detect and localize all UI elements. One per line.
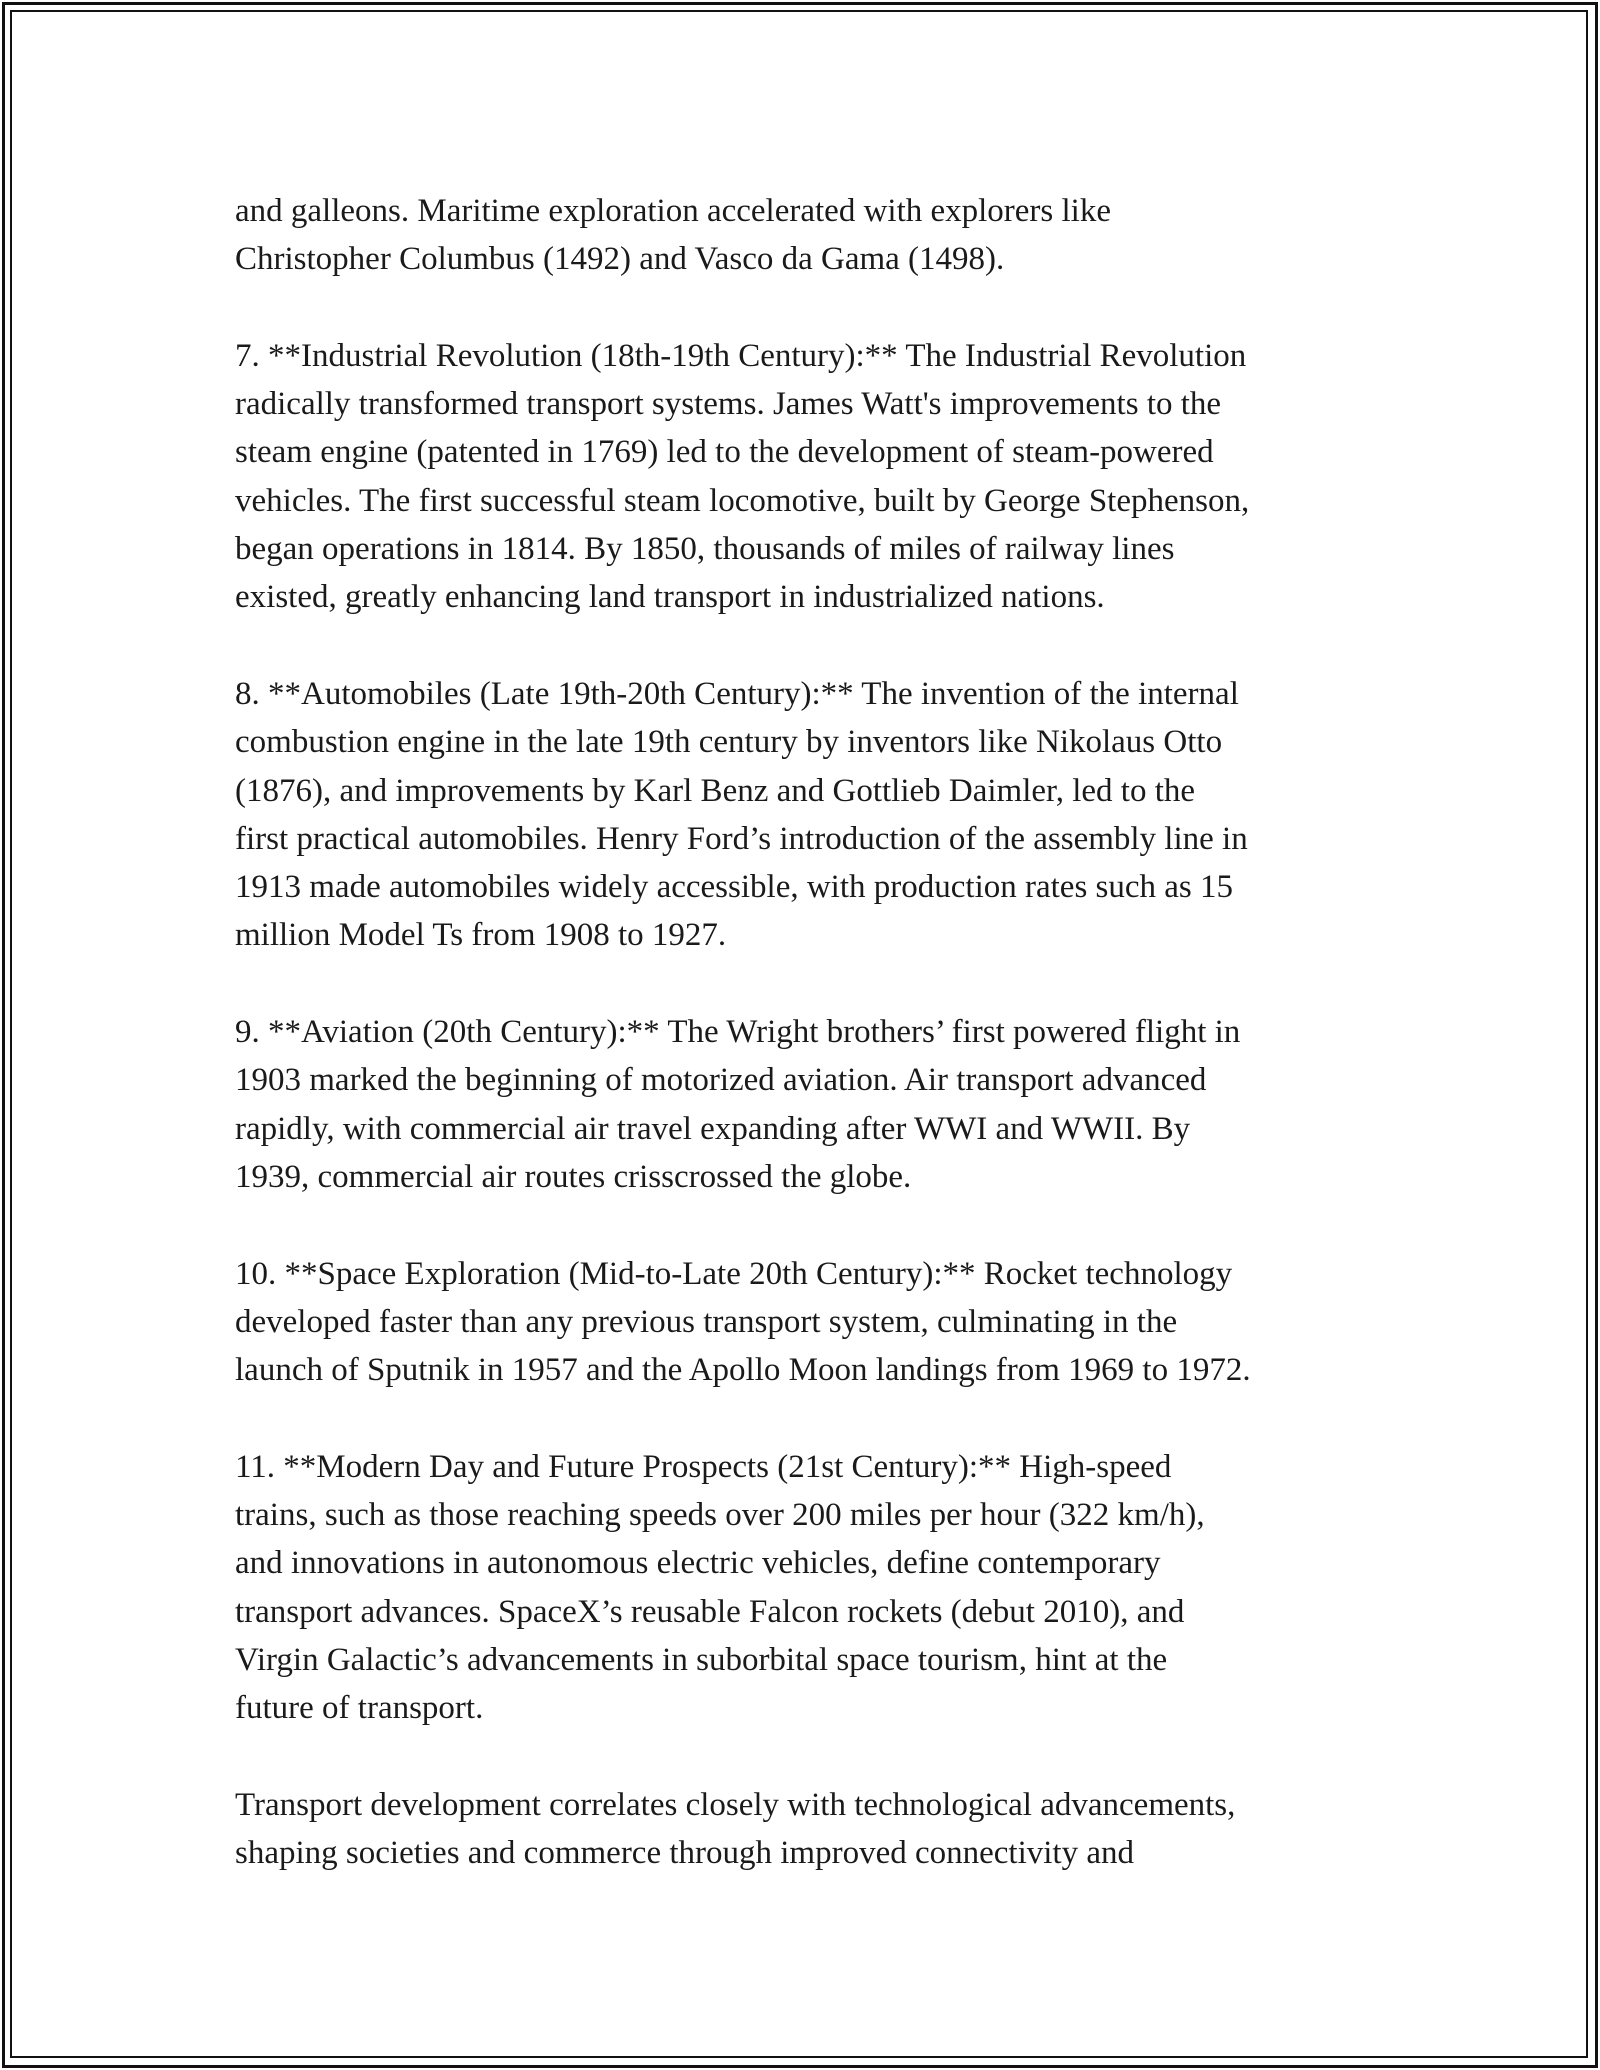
paragraph-continuation-maritime bbox=[235, 187, 1375, 284]
text-line: began operations in 1814. By 1850, thousands of miles of railway lines bbox=[235, 531, 1175, 568]
text-line: 8. **Automobiles (Late 19th-20th Century):** The invention of the internal bbox=[235, 675, 1239, 712]
text-line: steam engine (patented in 1769) led to the development of steam-powered bbox=[235, 434, 1214, 471]
text-line: 10. **Space Exploration (Mid-to-Late 20th Century):** Rocket technology bbox=[235, 1255, 1233, 1292]
text-line: 11. **Modern Day and Future Prospects (21st Century):** High-speed bbox=[235, 1448, 1172, 1485]
text-line: launch of Sputnik in 1957 and the Apollo Moon landings from 1969 to 1972. bbox=[235, 1352, 1251, 1389]
text-line: rapidly, with commercial air travel expanding after WWI and WWII. By bbox=[235, 1110, 1191, 1147]
text-line: Virgin Galactic’s advancements in suborbital space tourism, hint at the bbox=[235, 1641, 1168, 1678]
text-line: 1903 marked the beginning of motorized aviation. Air transport advanced bbox=[235, 1062, 1207, 1099]
paragraph-industrial-revolution bbox=[235, 332, 1375, 622]
text-line: radically transformed transport systems. James Watt's improvements to the bbox=[235, 386, 1222, 423]
paragraph-modern-day bbox=[235, 1443, 1375, 1733]
text-line: vehicles. The first successful steam locomotive, built by George Stephenson, bbox=[235, 482, 1250, 519]
text-line: (1876), and improvements by Karl Benz and Gottlieb Daimler, led to the bbox=[235, 772, 1196, 809]
text-line: million Model Ts from 1908 to 1927. bbox=[235, 917, 727, 954]
text-line: and galleons. Maritime exploration accelerated with explorers like bbox=[235, 193, 1111, 229]
text-line: developed faster than any previous transport system, culminating in the bbox=[235, 1303, 1178, 1340]
paragraph-space-exploration bbox=[235, 1250, 1375, 1395]
document-body bbox=[235, 187, 1375, 1926]
text-line: 1913 made automobiles widely accessible, with production rates such as 15 bbox=[235, 869, 1234, 906]
text-line: 1939, commercial air routes crisscrossed the globe. bbox=[235, 1158, 912, 1195]
text-line: trains, such as those reaching speeds over 200 miles per hour (322 km/h), bbox=[235, 1497, 1205, 1534]
text-line: shaping societies and commerce through improved connectivity and bbox=[235, 1835, 1134, 1872]
text-line: Christopher Columbus (1492) and Vasco da Gama (1498). bbox=[235, 241, 1005, 278]
text-line: existed, greatly enhancing land transport in industrialized nations. bbox=[235, 579, 1105, 616]
paragraph-automobiles bbox=[235, 670, 1375, 960]
text-line: 7. **Industrial Revolution (18th-19th Century):** The Industrial Revolution bbox=[235, 337, 1247, 374]
text-line: transport advances. SpaceX’s reusable Falcon rockets (debut 2010), and bbox=[235, 1593, 1185, 1630]
text-line: combustion engine in the late 19th century by inventors like Nikolaus Otto bbox=[235, 724, 1223, 761]
paragraph-conclusion bbox=[235, 1781, 1375, 1878]
text-line: future of transport. bbox=[235, 1690, 484, 1727]
paragraph-aviation bbox=[235, 1008, 1375, 1201]
text-line: Transport development correlates closely with technological advancements, bbox=[235, 1786, 1236, 1823]
text-line: 9. **Aviation (20th Century):** The Wright brothers’ first powered flight in bbox=[235, 1014, 1241, 1051]
text-line: first practical automobiles. Henry Ford’s introduction of the assembly line in bbox=[235, 820, 1248, 857]
text-line: and innovations in autonomous electric vehicles, define contemporary bbox=[235, 1545, 1161, 1582]
